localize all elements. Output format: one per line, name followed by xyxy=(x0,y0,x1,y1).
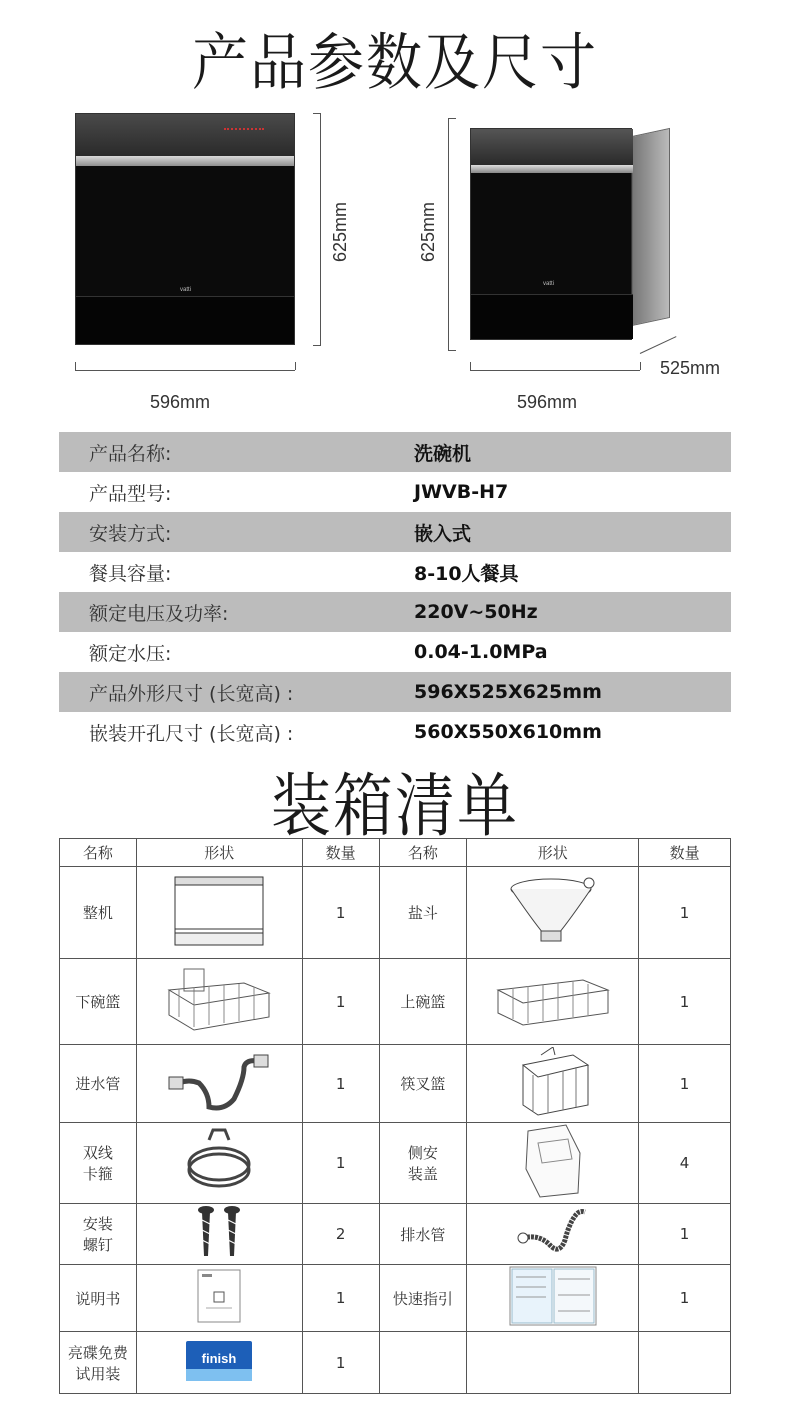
side-height-label: 625mm xyxy=(418,201,438,262)
lower-basket-icon xyxy=(164,965,274,1035)
table-row: 双线 卡箍 1 侧安 装盖 4 xyxy=(60,1123,731,1204)
quick-guide-icon xyxy=(508,1265,598,1327)
dishwasher-front-image xyxy=(75,113,295,345)
dishwasher-angle-image: vatti xyxy=(470,128,670,340)
cutlery-basket-icon xyxy=(513,1047,593,1117)
drain-hose-icon xyxy=(513,1204,593,1260)
table-row: 整机 1 盐斗 1 xyxy=(60,867,731,959)
table-row: 亮碟免费 试用装 finish 1 xyxy=(60,1332,731,1394)
front-width-label: 596mm xyxy=(150,392,211,412)
spec-row: 安装方式: 嵌入式 xyxy=(59,512,731,552)
brand-logo: vatti xyxy=(180,287,192,293)
spec-row: 额定水压: 0.04-1.0MPa xyxy=(89,641,548,665)
spec-row: 产品型号: JWVB-H7 xyxy=(89,481,509,505)
table-row: 说明书 1 快速指引 1 xyxy=(60,1265,731,1332)
side-height-line xyxy=(448,118,449,350)
front-width-line xyxy=(75,370,295,371)
table-row: 安装 螺钉 2 排水管 1 xyxy=(60,1204,731,1265)
front-height-label: 625mm xyxy=(330,201,350,262)
side-depth-label: 525mm xyxy=(660,358,721,378)
spec-row: 餐具容量: 8-10人餐具 xyxy=(89,562,519,585)
spec-row: 产品名称: 洗碗机 xyxy=(59,432,731,472)
inlet-hose-icon xyxy=(164,1049,274,1115)
clamp-icon xyxy=(179,1128,259,1194)
finish-sample-icon xyxy=(184,1339,254,1383)
table-row: 进水管 1 筷叉篮 1 xyxy=(60,1045,731,1123)
side-width-line xyxy=(470,370,640,371)
salt-funnel-icon xyxy=(503,871,603,951)
side-cover-icon xyxy=(518,1123,588,1199)
finish-brand-text: finish xyxy=(201,1350,237,1366)
packing-title: 装箱清单 xyxy=(271,766,519,847)
specs-title: 产品参数及尺寸 xyxy=(192,27,598,99)
front-height-line xyxy=(320,113,321,345)
spec-row: 产品外形尺寸 (长宽高) : 596X525X625mm xyxy=(59,672,731,712)
packing-table xyxy=(59,838,731,1394)
side-width-label: 596mm xyxy=(517,392,578,412)
table-header-row: 名称 形状 数量 名称 形状 数量 xyxy=(60,839,731,867)
upper-basket-icon xyxy=(493,965,613,1035)
spec-row: 嵌装开孔尺寸 (长宽高) : 560X550X610mm xyxy=(89,721,602,745)
manual-icon xyxy=(194,1268,244,1324)
screw-icon xyxy=(184,1204,254,1260)
table-row: 下碗篮 1 上碗篮 1 xyxy=(60,959,731,1045)
dishwasher-icon xyxy=(169,871,269,951)
spec-row: 额定电压及功率: 220V~50Hz xyxy=(59,592,731,632)
